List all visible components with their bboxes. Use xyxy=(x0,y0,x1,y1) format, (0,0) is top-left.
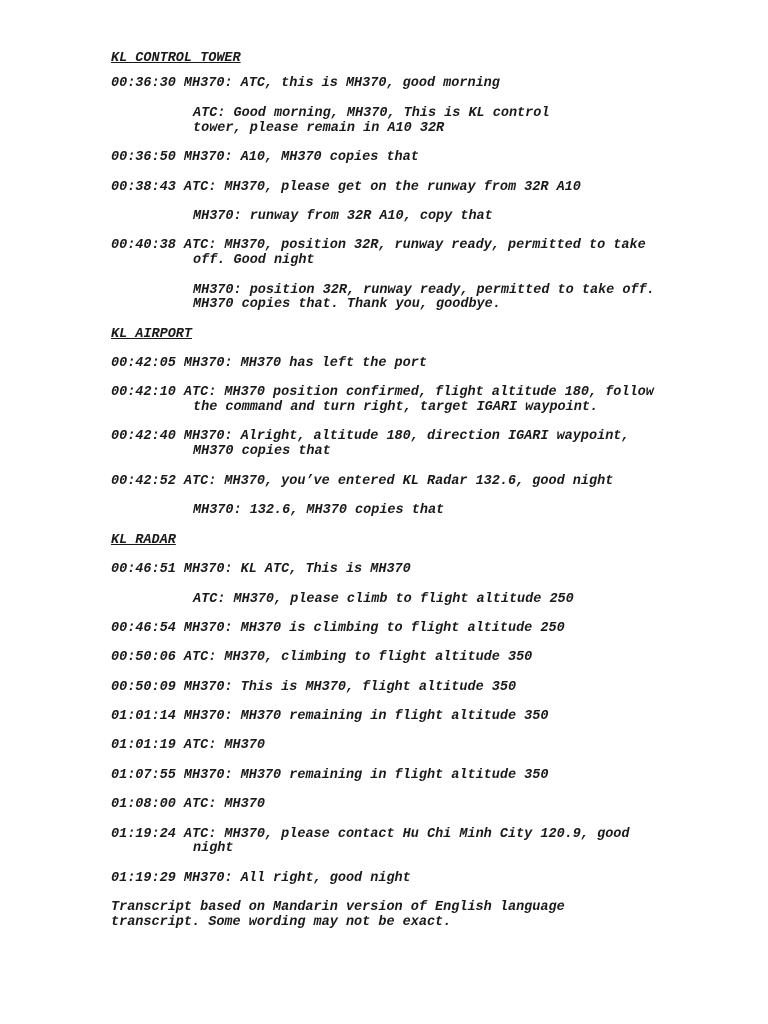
entry-text: MH370: MH370 remaining in flight altitude 350 xyxy=(183,768,549,783)
entry-continuation: MH370: runway from 32R A10, copy that xyxy=(193,209,493,224)
entry-text: ATC: MH370 position confirmed, flight altitude 180, follow xyxy=(183,385,654,400)
entry-wrap: night xyxy=(193,841,234,856)
section-heading-kl-airport: KL AIRPORT xyxy=(111,327,193,342)
entry-text: ATC: MH370, climbing to flight altitude 350 xyxy=(183,650,533,665)
entry-time: 01:19:29 xyxy=(111,871,176,886)
transcript-entry xyxy=(111,739,265,754)
footnote: transcript. Some wording may not be exact. xyxy=(111,915,452,930)
entry-time: 01:01:19 xyxy=(111,738,176,753)
entry-text: MH370: All right, good night xyxy=(183,871,411,886)
transcript-entry xyxy=(111,828,630,843)
entry-text: ATC: MH370 xyxy=(183,738,265,753)
entry-time: 01:01:14 xyxy=(111,709,176,724)
entry-time: 00:46:54 xyxy=(111,621,176,636)
entry-text: ATC: MH370, position 32R, runway ready, permitted to take xyxy=(183,238,646,253)
entry-time: 01:19:24 xyxy=(111,827,176,842)
transcript-entry xyxy=(111,357,427,372)
footnote: Transcript based on Mandarin version of English language xyxy=(111,900,565,915)
entry-wrap: MH370 copies that xyxy=(193,444,331,459)
transcript-entry xyxy=(111,430,630,445)
transcript-entry xyxy=(111,622,565,637)
entry-continuation: tower, please remain in A10 32R xyxy=(193,121,445,136)
entry-text: ATC: MH370, you’ve entered KL Radar 132.6, good night xyxy=(183,474,614,489)
transcript-entry xyxy=(111,475,613,490)
entry-time: 00:46:51 xyxy=(111,562,176,577)
entry-time: 00:42:40 xyxy=(111,429,176,444)
entry-text: ATC: MH370, please contact Hu Chi Minh City 120.9, good xyxy=(183,827,630,842)
transcript-entry xyxy=(111,681,516,696)
entry-time: 00:38:43 xyxy=(111,180,176,195)
transcript-entry xyxy=(111,872,411,887)
entry-time: 00:42:05 xyxy=(111,356,176,371)
entry-continuation: MH370: 132.6, MH370 copies that xyxy=(193,503,445,518)
entry-wrap: the command and turn right, target IGARI waypoint. xyxy=(193,400,599,415)
entry-continuation: MH370: position 32R, runway ready, permitted to take off. xyxy=(193,283,655,298)
entry-time: 00:42:10 xyxy=(111,385,176,400)
transcript-entry xyxy=(111,386,654,401)
entry-time: 00:50:06 xyxy=(111,650,176,665)
entry-text: MH370: A10, MH370 copies that xyxy=(183,150,419,165)
entry-text: MH370: MH370 is climbing to flight altitude 250 xyxy=(183,621,565,636)
entry-continuation: ATC: MH370, please climb to flight altitude 250 xyxy=(193,592,574,607)
entry-text: ATC: MH370 xyxy=(183,797,265,812)
entry-text: MH370: ATC, this is MH370, good morning xyxy=(183,76,500,91)
entry-text: MH370: Alright, altitude 180, direction IGARI waypoint, xyxy=(183,429,630,444)
transcript-entry xyxy=(111,77,500,92)
entry-time: 01:07:55 xyxy=(111,768,176,783)
entry-text: MH370: MH370 has left the port xyxy=(183,356,427,371)
entry-time: 01:08:00 xyxy=(111,797,176,812)
entry-continuation: MH370 copies that. Thank you, goodbye. xyxy=(193,297,501,312)
entry-time: 00:36:30 xyxy=(111,76,176,91)
section-heading-kl-radar: KL RADAR xyxy=(111,533,176,548)
entry-time: 00:40:38 xyxy=(111,238,176,253)
transcript-entry xyxy=(111,769,548,784)
transcript-entry xyxy=(111,239,646,254)
transcript-entry xyxy=(111,563,411,578)
entry-text: MH370: KL ATC, This is MH370 xyxy=(183,562,411,577)
entry-time: 00:42:52 xyxy=(111,474,176,489)
entry-time: 00:36:50 xyxy=(111,150,176,165)
entry-time: 00:50:09 xyxy=(111,680,176,695)
transcript-entry xyxy=(111,151,419,166)
entry-continuation: ATC: Good morning, MH370, This is KL control xyxy=(193,106,550,121)
transcript-entry xyxy=(111,798,265,813)
entry-wrap: off. Good night xyxy=(193,253,315,268)
entry-text: MH370: This is MH370, flight altitude 350 xyxy=(183,680,517,695)
transcript-entry xyxy=(111,651,532,666)
transcript-entry xyxy=(111,181,581,196)
entry-text: MH370: MH370 remaining in flight altitude 350 xyxy=(183,709,549,724)
entry-text: ATC: MH370, please get on the runway from 32R A10 xyxy=(183,180,581,195)
transcript-entry xyxy=(111,710,548,725)
section-heading-kl-control-tower: KL CONTROL TOWER xyxy=(111,51,241,66)
